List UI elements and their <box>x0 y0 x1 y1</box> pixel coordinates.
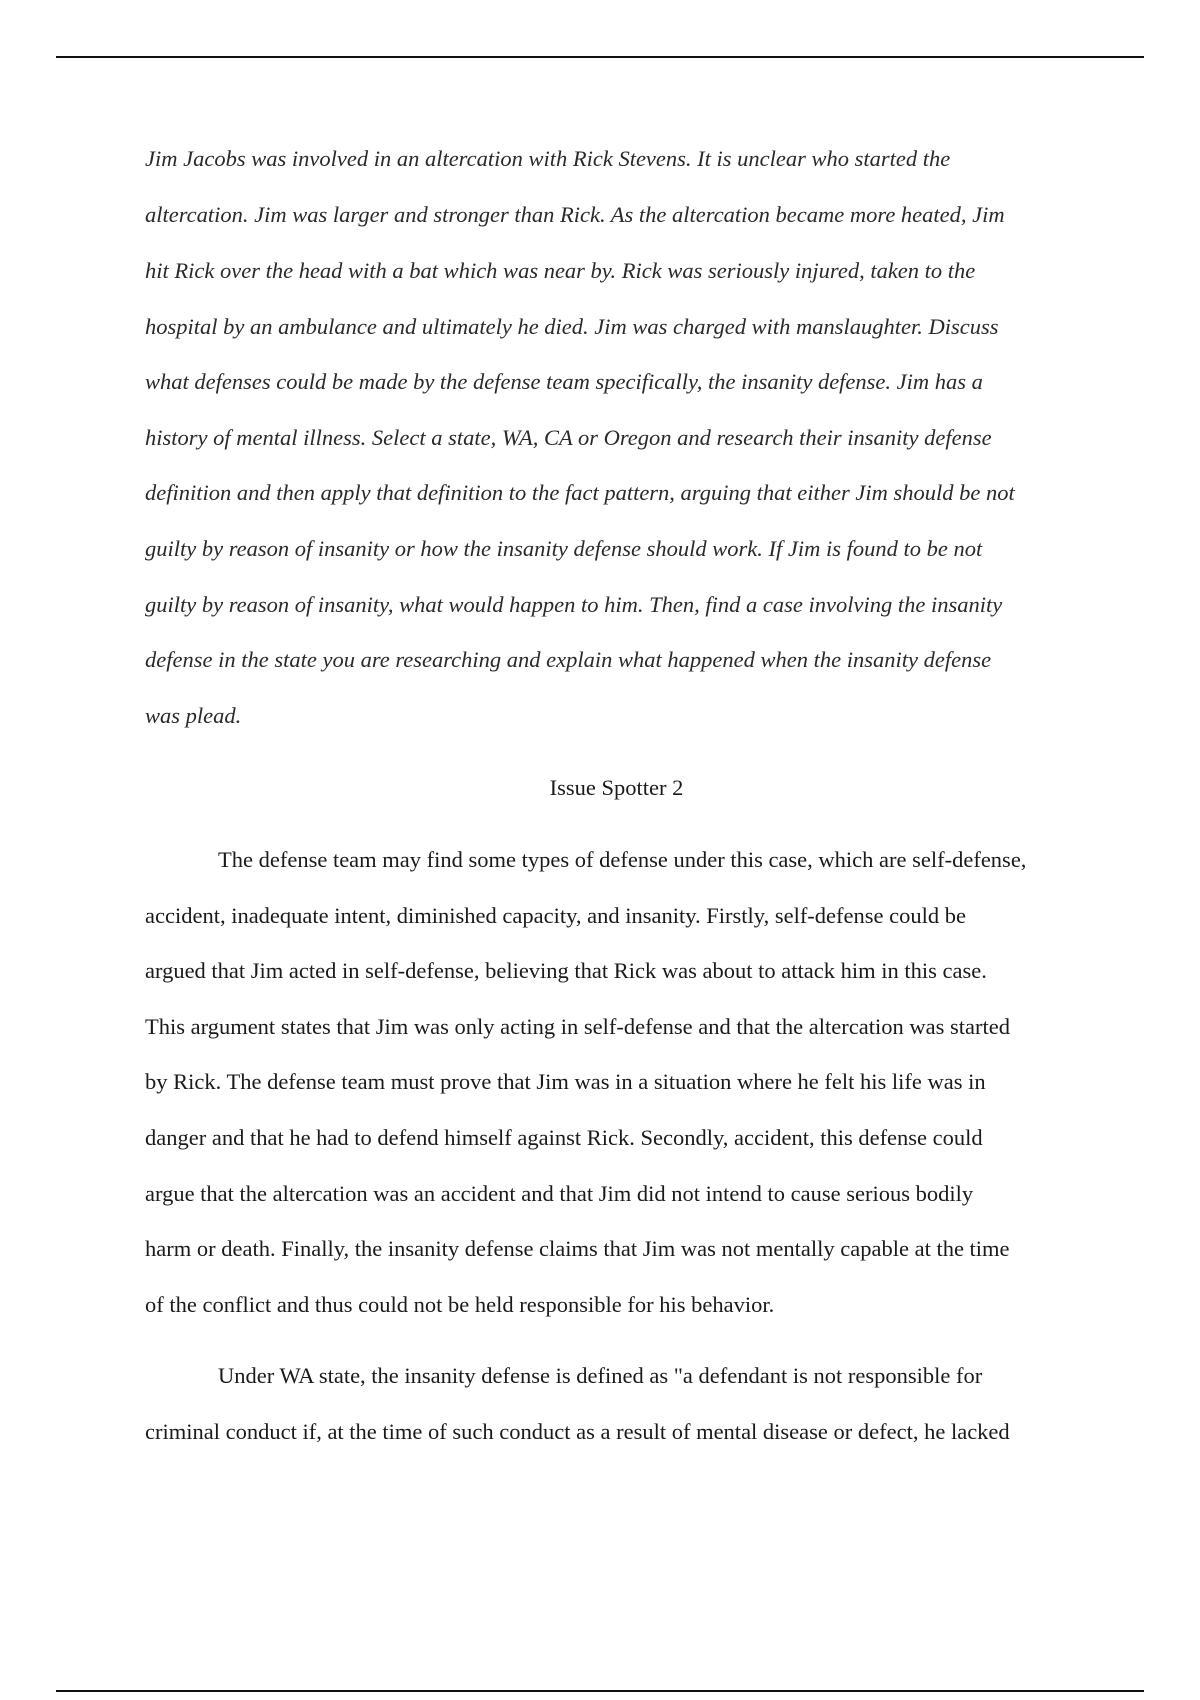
bottom-rule <box>56 1690 1144 1692</box>
prompt-line: hospital by an ambulance and ultimately he died. Jim was charged with manslaughter. Discuss <box>145 314 999 339</box>
paragraph-line: This argument states that Jim was only acting in self-defense and that the altercation was started <box>145 1014 1010 1039</box>
paragraph-line: argue that the altercation was an accident and that Jim did not intend to cause serious bodily <box>145 1181 974 1206</box>
prompt-line: hit Rick over the head with a bat which was near by. Rick was seriously injured, taken to the <box>145 258 976 283</box>
prompt-line: defense in the state you are researching and explain what happened when the insanity defense <box>145 647 992 672</box>
paragraph-line: criminal conduct if, at the time of such conduct as a result of mental disease or defect, he lacked <box>145 1419 1010 1444</box>
top-rule <box>56 56 1144 58</box>
prompt-line: guilty by reason of insanity, what would happen to him. Then, find a case involving the insanity <box>145 592 1003 617</box>
paragraph-line: The defense team may find some types of defense under this case, which are self-defense, <box>218 847 1027 872</box>
paragraph-line: accident, inadequate intent, diminished capacity, and insanity. Firstly, self-defense could be <box>145 903 966 928</box>
section-heading: Issue Spotter 2 <box>549 775 684 800</box>
prompt-line: definition and then apply that definition to the fact pattern, arguing that either Jim should be not <box>145 480 1015 505</box>
prompt-line: was plead. <box>145 703 242 728</box>
paragraph-line: danger and that he had to defend himself against Rick. Secondly, accident, this defense could <box>145 1125 983 1150</box>
prompt-line: guilty by reason of insanity or how the insanity defense should work. If Jim is found to be not <box>145 536 983 561</box>
prompt-line: history of mental illness. Select a state, WA, CA or Oregon and research their insanity defense <box>145 425 992 450</box>
prompt-line: altercation. Jim was larger and stronger than Rick. As the altercation became more heated, Jim <box>145 202 1005 227</box>
paragraph-line: argued that Jim acted in self-defense, believing that Rick was about to attack him in this case. <box>145 958 987 983</box>
prompt-line: Jim Jacobs was involved in an altercation with Rick Stevens. It is unclear who started the <box>145 146 951 171</box>
paragraph-line: harm or death. Finally, the insanity defense claims that Jim was not mentally capable at the time <box>145 1236 1010 1261</box>
paragraph-line: by Rick. The defense team must prove that Jim was in a situation where he felt his life was in <box>145 1069 986 1094</box>
paragraph-line: Under WA state, the insanity defense is defined as "a defendant is not responsible for <box>218 1363 983 1388</box>
prompt-line: what defenses could be made by the defense team specifically, the insanity defense. Jim has a <box>145 369 983 394</box>
paragraph-line: of the conflict and thus could not be held responsible for his behavior. <box>145 1292 775 1317</box>
